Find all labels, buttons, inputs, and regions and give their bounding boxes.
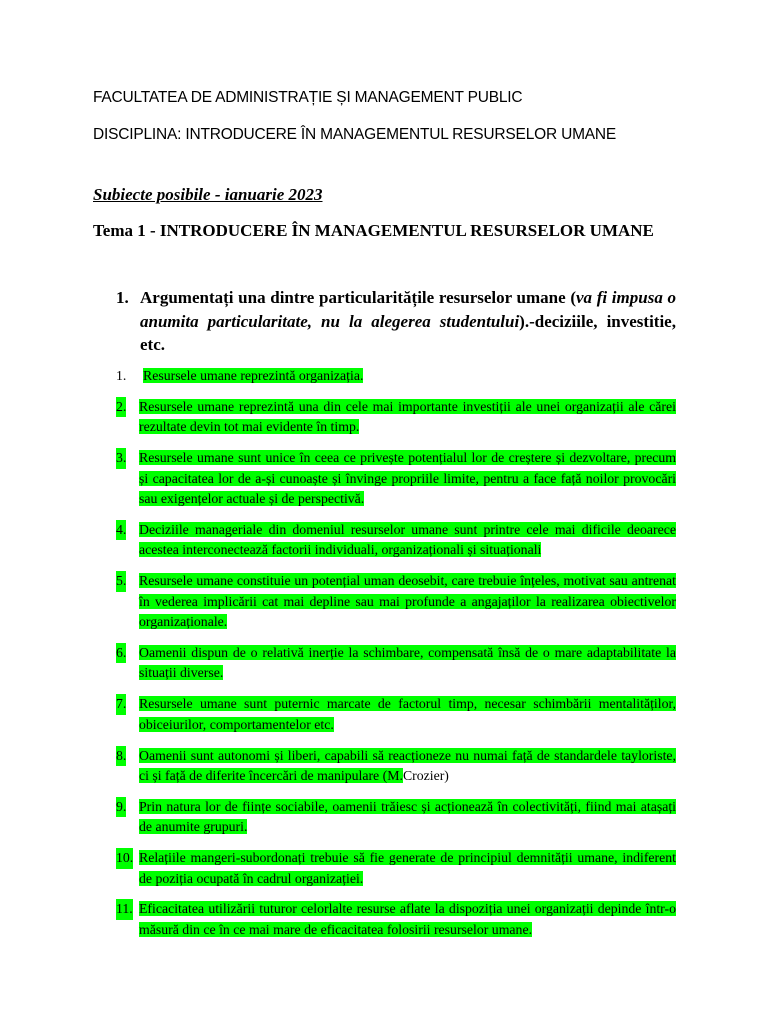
list-item-text bbox=[139, 520, 676, 561]
list-item bbox=[116, 694, 676, 735]
list-item-number: 5. bbox=[116, 571, 126, 592]
list-item-number: 6. bbox=[116, 643, 126, 664]
list-item-text bbox=[139, 694, 676, 735]
unhighlighted-text: Crozier) bbox=[402, 768, 449, 784]
list-item-text bbox=[139, 797, 676, 838]
list-item-number: 9. bbox=[116, 797, 126, 818]
list-item bbox=[116, 366, 676, 387]
question-number: 1. bbox=[116, 288, 129, 307]
list-item-number: 2. bbox=[116, 397, 126, 418]
highlighted-text: Deciziile manageriale din domeniul resurselor umane sunt printre cele mai dificile deoarece acestea interconectează factorii individuali, organizaționali și situaționali bbox=[139, 521, 676, 558]
list-item bbox=[116, 571, 676, 633]
highlighted-text: Prin natura lor de ființe sociabile, oamenii trăiesc și acționează în colectivități, fiind mai atașați de anumite grupuri. bbox=[139, 798, 676, 835]
question-text-end: ).-deciziile, investitie, etc. bbox=[140, 311, 676, 354]
question-block bbox=[116, 286, 676, 357]
list-item bbox=[116, 520, 676, 561]
list-item-number: 1. bbox=[116, 368, 127, 383]
list-item bbox=[116, 797, 676, 838]
highlighted-text: Resursele umane constituie un potențial uman deosebit, care trebuie înțeles, motivat sau antrenat în vederea implicării cat mai depline sau mai profunde a angajaților la realizarea obiectivelor organizaționale. bbox=[139, 573, 676, 630]
list-item bbox=[116, 643, 676, 684]
list-item-text bbox=[139, 571, 676, 633]
discipline-heading: DISCIPLINA: INTRODUCERE ÎN MANAGEMENTUL RESURSELOR UMANE bbox=[93, 126, 617, 143]
faculty-heading: FACULTATEA DE ADMINISTRAȚIE ȘI MANAGEMENT PUBLIC bbox=[93, 89, 523, 106]
list-item-number: 3. bbox=[116, 448, 126, 469]
list-item-text bbox=[139, 899, 676, 940]
list-item bbox=[116, 899, 676, 940]
highlighted-text: Resursele umane reprezintă organizația. bbox=[143, 368, 364, 383]
question-text bbox=[140, 286, 676, 357]
answer-list bbox=[116, 366, 676, 951]
list-item bbox=[116, 746, 676, 787]
list-item-number: 10. bbox=[116, 848, 133, 869]
topic-heading: Tema 1 - INTRODUCERE ÎN MANAGEMENTUL RESURSELOR UMANE bbox=[93, 221, 654, 240]
highlighted-text: Resursele umane sunt puternic marcate de factorul timp, necesar schimbării mentalităților, obiceiurilor, comportamentelor etc. bbox=[139, 696, 676, 732]
exam-subtitle: Subiecte posibile - ianuarie 2023 bbox=[93, 185, 323, 204]
question-text-italic: va fi impusa o anumita particularitate, nu la alegerea studentului bbox=[140, 288, 676, 331]
list-item bbox=[116, 848, 676, 889]
highlighted-text: Relațiile mangeri-subordonați trebuie să fie generate de principiul demnității umane, indiferent de poziția ocupată în cadrul organizației. bbox=[139, 850, 676, 886]
highlighted-text: Resursele umane reprezintă una din cele mai importante investiții ale unei organizații ale cărei rezultate devin tot mai evidente în timp. bbox=[139, 398, 676, 435]
list-item-number: 4. bbox=[116, 520, 126, 541]
list-item-text bbox=[139, 848, 676, 889]
list-item-text bbox=[143, 366, 676, 387]
question-text-start: Argumentați una dintre particularitățile resurselor umane ( bbox=[140, 288, 577, 307]
highlighted-text: Eficacitatea utilizării tuturor celorlalte resurse aflate la dispoziția unei organizații depinde într-o măsură din ce în ce mai mare de eficacitatea folosirii resurselor umane. bbox=[139, 901, 676, 937]
list-item-number: 11. bbox=[116, 899, 133, 920]
list-item-number: 8. bbox=[116, 746, 126, 767]
highlighted-text: Oamenii dispun de o relativă inerție la schimbare, compensată însă de o mare adaptabilitate la situații diverse. bbox=[139, 644, 676, 681]
list-item-text bbox=[139, 397, 676, 438]
highlighted-text: Oamenii sunt autonomi și liberi, capabili să reacționeze nu numai față de standardele tayloriste, ci și față de diferite încercări de manipulare (M. bbox=[139, 747, 676, 784]
list-item-text bbox=[139, 643, 676, 684]
list-item-number: 7. bbox=[116, 694, 126, 715]
list-item bbox=[116, 448, 676, 510]
list-item-text bbox=[139, 746, 676, 787]
list-item bbox=[116, 397, 676, 438]
list-item-text bbox=[139, 448, 676, 510]
highlighted-text: Resursele umane sunt unice în ceea ce privește potențialul lor de creștere și dezvoltare, precum și capacitatea lor de a-și cunoaște și învinge propriile limite, pentru a face față noilor provocări sau exigențelor actuale și de perspectivă. bbox=[139, 450, 676, 507]
